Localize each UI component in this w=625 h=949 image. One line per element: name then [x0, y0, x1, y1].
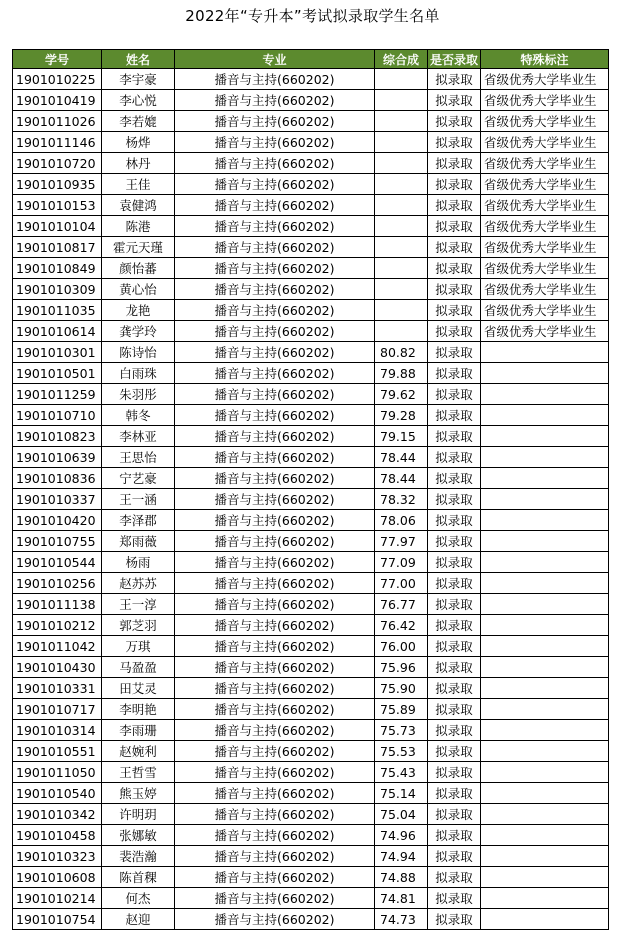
table-row: [13, 258, 609, 279]
table-row: [13, 867, 609, 888]
cell-name: 韩冬: [102, 405, 175, 426]
table-row: [13, 657, 609, 678]
cell-note: [481, 468, 609, 489]
cell-score: 77.97: [375, 531, 428, 552]
cell-student-id: 1901010717: [13, 699, 102, 720]
cell-name: 宁艺豪: [102, 468, 175, 489]
cell-note: 省级优秀大学毕业生: [481, 69, 609, 90]
cell-note: 省级优秀大学毕业生: [481, 195, 609, 216]
cell-admitted: 拟录取: [428, 888, 481, 909]
cell-admitted: 拟录取: [428, 111, 481, 132]
cell-note: [481, 783, 609, 804]
cell-student-id: 1901010430: [13, 657, 102, 678]
table-row: [13, 132, 609, 153]
cell-admitted: 拟录取: [428, 825, 481, 846]
cell-major: 播音与主持(660202): [175, 384, 375, 405]
cell-score: [375, 216, 428, 237]
table-row: [13, 300, 609, 321]
cell-score: 80.82: [375, 342, 428, 363]
cell-name: 马盈盈: [102, 657, 175, 678]
cell-student-id: 1901010935: [13, 174, 102, 195]
table-row: [13, 489, 609, 510]
cell-name: 李明艳: [102, 699, 175, 720]
cell-admitted: 拟录取: [428, 489, 481, 510]
cell-note: [481, 510, 609, 531]
table-row: [13, 594, 609, 615]
table-header-row: [13, 50, 609, 69]
cell-major: 播音与主持(660202): [175, 195, 375, 216]
cell-note: 省级优秀大学毕业生: [481, 258, 609, 279]
cell-score: [375, 174, 428, 195]
cell-student-id: 1901010309: [13, 279, 102, 300]
cell-name: 朱羽彤: [102, 384, 175, 405]
cell-student-id: 1901011042: [13, 636, 102, 657]
table-row: [13, 405, 609, 426]
cell-score: 79.62: [375, 384, 428, 405]
cell-score: [375, 90, 428, 111]
cell-admitted: 拟录取: [428, 573, 481, 594]
cell-note: [481, 384, 609, 405]
cell-name: 李若媲: [102, 111, 175, 132]
cell-admitted: 拟录取: [428, 804, 481, 825]
cell-name: 王一涵: [102, 489, 175, 510]
cell-major: 播音与主持(660202): [175, 867, 375, 888]
cell-name: 黄心怡: [102, 279, 175, 300]
cell-student-id: 1901010720: [13, 153, 102, 174]
cell-major: 播音与主持(660202): [175, 909, 375, 930]
table-row: [13, 342, 609, 363]
header-admitted: 是否录取: [428, 50, 481, 69]
cell-admitted: 拟录取: [428, 342, 481, 363]
cell-score: 77.09: [375, 552, 428, 573]
cell-admitted: 拟录取: [428, 384, 481, 405]
cell-major: 播音与主持(660202): [175, 888, 375, 909]
cell-admitted: 拟录取: [428, 321, 481, 342]
cell-student-id: 1901011026: [13, 111, 102, 132]
table-row: [13, 531, 609, 552]
cell-student-id: 1901010214: [13, 888, 102, 909]
cell-name: 陈诗怡: [102, 342, 175, 363]
cell-score: [375, 132, 428, 153]
cell-major: 播音与主持(660202): [175, 132, 375, 153]
cell-score: 78.44: [375, 447, 428, 468]
cell-major: 播音与主持(660202): [175, 321, 375, 342]
table-row: [13, 888, 609, 909]
table-row: [13, 321, 609, 342]
cell-major: 播音与主持(660202): [175, 573, 375, 594]
cell-admitted: 拟录取: [428, 447, 481, 468]
cell-note: 省级优秀大学毕业生: [481, 300, 609, 321]
cell-score: 77.00: [375, 573, 428, 594]
cell-note: [481, 636, 609, 657]
cell-score: 78.06: [375, 510, 428, 531]
cell-student-id: 1901010256: [13, 573, 102, 594]
cell-name: 熊玉婷: [102, 783, 175, 804]
cell-major: 播音与主持(660202): [175, 552, 375, 573]
cell-score: 74.73: [375, 909, 428, 930]
cell-name: 林丹: [102, 153, 175, 174]
header-major: 专业: [175, 50, 375, 69]
cell-major: 播音与主持(660202): [175, 363, 375, 384]
cell-admitted: 拟录取: [428, 300, 481, 321]
cell-score: [375, 321, 428, 342]
cell-note: 省级优秀大学毕业生: [481, 132, 609, 153]
cell-note: 省级优秀大学毕业生: [481, 174, 609, 195]
cell-admitted: 拟录取: [428, 531, 481, 552]
cell-student-id: 1901010314: [13, 720, 102, 741]
cell-major: 播音与主持(660202): [175, 846, 375, 867]
cell-admitted: 拟录取: [428, 552, 481, 573]
cell-name: 赵婉利: [102, 741, 175, 762]
table-row: [13, 636, 609, 657]
cell-student-id: 1901010754: [13, 909, 102, 930]
cell-major: 播音与主持(660202): [175, 657, 375, 678]
cell-note: 省级优秀大学毕业生: [481, 279, 609, 300]
cell-student-id: 1901010419: [13, 90, 102, 111]
table-row: [13, 615, 609, 636]
cell-admitted: 拟录取: [428, 132, 481, 153]
cell-note: [481, 573, 609, 594]
cell-score: [375, 111, 428, 132]
table-row: [13, 90, 609, 111]
table-row: [13, 174, 609, 195]
cell-note: [481, 531, 609, 552]
cell-major: 播音与主持(660202): [175, 636, 375, 657]
cell-student-id: 1901010501: [13, 363, 102, 384]
cell-major: 播音与主持(660202): [175, 615, 375, 636]
table-row: [13, 153, 609, 174]
cell-student-id: 1901010225: [13, 69, 102, 90]
cell-major: 播音与主持(660202): [175, 279, 375, 300]
cell-name: 赵苏苏: [102, 573, 175, 594]
cell-student-id: 1901010608: [13, 867, 102, 888]
cell-admitted: 拟录取: [428, 783, 481, 804]
table-row: [13, 111, 609, 132]
cell-student-id: 1901010337: [13, 489, 102, 510]
table-row: [13, 783, 609, 804]
cell-note: 省级优秀大学毕业生: [481, 216, 609, 237]
cell-score: [375, 300, 428, 321]
cell-admitted: 拟录取: [428, 636, 481, 657]
header-name: 姓名: [102, 50, 175, 69]
cell-note: [481, 552, 609, 573]
cell-score: 75.96: [375, 657, 428, 678]
cell-major: 播音与主持(660202): [175, 762, 375, 783]
table-row: [13, 825, 609, 846]
cell-major: 播音与主持(660202): [175, 741, 375, 762]
cell-major: 播音与主持(660202): [175, 678, 375, 699]
cell-name: 李林亚: [102, 426, 175, 447]
table-body: [13, 69, 609, 930]
cell-student-id: 1901011050: [13, 762, 102, 783]
cell-score: 79.28: [375, 405, 428, 426]
cell-note: [481, 762, 609, 783]
table-row: [13, 237, 609, 258]
cell-score: [375, 237, 428, 258]
cell-note: [481, 657, 609, 678]
table-row: [13, 678, 609, 699]
cell-note: [481, 489, 609, 510]
cell-admitted: 拟录取: [428, 699, 481, 720]
cell-note: [481, 825, 609, 846]
cell-admitted: 拟录取: [428, 741, 481, 762]
cell-student-id: 1901011259: [13, 384, 102, 405]
table-row: [13, 69, 609, 90]
cell-score: 75.73: [375, 720, 428, 741]
cell-major: 播音与主持(660202): [175, 720, 375, 741]
cell-note: [481, 699, 609, 720]
header-note: 特殊标注: [481, 50, 609, 69]
cell-score: 76.42: [375, 615, 428, 636]
table-row: [13, 699, 609, 720]
header-score: 综合成: [375, 50, 428, 69]
cell-note: [481, 678, 609, 699]
cell-admitted: 拟录取: [428, 762, 481, 783]
table-row: [13, 447, 609, 468]
cell-major: 播音与主持(660202): [175, 804, 375, 825]
table-row: [13, 279, 609, 300]
cell-admitted: 拟录取: [428, 363, 481, 384]
cell-note: [481, 615, 609, 636]
cell-admitted: 拟录取: [428, 69, 481, 90]
cell-name: 李泽郡: [102, 510, 175, 531]
cell-score: [375, 279, 428, 300]
cell-student-id: 1901010755: [13, 531, 102, 552]
cell-student-id: 1901010420: [13, 510, 102, 531]
table-row: [13, 909, 609, 930]
cell-name: 李宇豪: [102, 69, 175, 90]
cell-admitted: 拟录取: [428, 867, 481, 888]
cell-score: [375, 258, 428, 279]
cell-note: 省级优秀大学毕业生: [481, 153, 609, 174]
table-row: [13, 510, 609, 531]
cell-major: 播音与主持(660202): [175, 468, 375, 489]
table-row: [13, 216, 609, 237]
cell-name: 王一淳: [102, 594, 175, 615]
cell-major: 播音与主持(660202): [175, 174, 375, 195]
cell-note: [481, 846, 609, 867]
cell-note: 省级优秀大学毕业生: [481, 90, 609, 111]
cell-major: 播音与主持(660202): [175, 405, 375, 426]
cell-score: 75.43: [375, 762, 428, 783]
cell-score: 79.15: [375, 426, 428, 447]
cell-name: 张娜敏: [102, 825, 175, 846]
cell-note: 省级优秀大学毕业生: [481, 237, 609, 258]
cell-score: 74.96: [375, 825, 428, 846]
cell-name: 李心悦: [102, 90, 175, 111]
cell-admitted: 拟录取: [428, 720, 481, 741]
admission-table: [12, 49, 609, 930]
cell-note: [481, 426, 609, 447]
cell-student-id: 1901011035: [13, 300, 102, 321]
cell-major: 播音与主持(660202): [175, 426, 375, 447]
cell-admitted: 拟录取: [428, 615, 481, 636]
cell-student-id: 1901010849: [13, 258, 102, 279]
cell-score: [375, 195, 428, 216]
table-row: [13, 804, 609, 825]
cell-major: 播音与主持(660202): [175, 510, 375, 531]
cell-student-id: 1901011138: [13, 594, 102, 615]
cell-note: [481, 405, 609, 426]
cell-admitted: 拟录取: [428, 510, 481, 531]
cell-score: 75.90: [375, 678, 428, 699]
header-student-id: 学号: [13, 50, 102, 69]
cell-name: 霍元天瑾: [102, 237, 175, 258]
cell-score: 75.89: [375, 699, 428, 720]
cell-score: [375, 69, 428, 90]
cell-note: [481, 888, 609, 909]
cell-note: [481, 363, 609, 384]
cell-major: 播音与主持(660202): [175, 69, 375, 90]
cell-name: 王思怡: [102, 447, 175, 468]
cell-name: 陈首稞: [102, 867, 175, 888]
cell-admitted: 拟录取: [428, 678, 481, 699]
cell-name: 许明玥: [102, 804, 175, 825]
table-row: [13, 195, 609, 216]
cell-admitted: 拟录取: [428, 279, 481, 300]
cell-major: 播音与主持(660202): [175, 825, 375, 846]
table-row: [13, 426, 609, 447]
cell-score: 76.77: [375, 594, 428, 615]
cell-name: 陈港: [102, 216, 175, 237]
cell-score: 74.94: [375, 846, 428, 867]
cell-admitted: 拟录取: [428, 405, 481, 426]
table-row: [13, 468, 609, 489]
cell-note: 省级优秀大学毕业生: [481, 321, 609, 342]
cell-student-id: 1901010153: [13, 195, 102, 216]
cell-student-id: 1901010836: [13, 468, 102, 489]
cell-student-id: 1901010342: [13, 804, 102, 825]
cell-note: [481, 594, 609, 615]
cell-student-id: 1901010104: [13, 216, 102, 237]
cell-score: 74.88: [375, 867, 428, 888]
cell-name: 郭芝羽: [102, 615, 175, 636]
cell-note: [481, 867, 609, 888]
cell-name: 龙艳: [102, 300, 175, 321]
cell-student-id: 1901010817: [13, 237, 102, 258]
table-row: [13, 720, 609, 741]
cell-name: 龚学玲: [102, 321, 175, 342]
cell-student-id: 1901010323: [13, 846, 102, 867]
cell-student-id: 1901010639: [13, 447, 102, 468]
cell-score: 79.88: [375, 363, 428, 384]
cell-student-id: 1901010710: [13, 405, 102, 426]
cell-student-id: 1901010551: [13, 741, 102, 762]
cell-score: 75.14: [375, 783, 428, 804]
cell-note: [481, 342, 609, 363]
cell-major: 播音与主持(660202): [175, 90, 375, 111]
cell-admitted: 拟录取: [428, 174, 481, 195]
cell-admitted: 拟录取: [428, 594, 481, 615]
cell-admitted: 拟录取: [428, 657, 481, 678]
cell-major: 播音与主持(660202): [175, 237, 375, 258]
cell-admitted: 拟录取: [428, 216, 481, 237]
cell-major: 播音与主持(660202): [175, 258, 375, 279]
table-row: [13, 363, 609, 384]
cell-score: 75.53: [375, 741, 428, 762]
cell-note: [481, 720, 609, 741]
cell-admitted: 拟录取: [428, 237, 481, 258]
cell-name: 王哲雪: [102, 762, 175, 783]
cell-major: 播音与主持(660202): [175, 111, 375, 132]
cell-note: [481, 804, 609, 825]
cell-name: 白雨珠: [102, 363, 175, 384]
cell-student-id: 1901010458: [13, 825, 102, 846]
cell-student-id: 1901010331: [13, 678, 102, 699]
cell-admitted: 拟录取: [428, 258, 481, 279]
cell-student-id: 1901010212: [13, 615, 102, 636]
cell-major: 播音与主持(660202): [175, 489, 375, 510]
cell-major: 播音与主持(660202): [175, 216, 375, 237]
cell-name: 何杰: [102, 888, 175, 909]
cell-note: [481, 447, 609, 468]
cell-student-id: 1901010301: [13, 342, 102, 363]
cell-note: 省级优秀大学毕业生: [481, 111, 609, 132]
cell-name: 王佳: [102, 174, 175, 195]
cell-student-id: 1901011146: [13, 132, 102, 153]
cell-student-id: 1901010544: [13, 552, 102, 573]
cell-admitted: 拟录取: [428, 426, 481, 447]
cell-note: [481, 741, 609, 762]
cell-admitted: 拟录取: [428, 909, 481, 930]
table-row: [13, 762, 609, 783]
table-row: [13, 573, 609, 594]
table-row: [13, 846, 609, 867]
cell-admitted: 拟录取: [428, 153, 481, 174]
table-row: [13, 384, 609, 405]
cell-major: 播音与主持(660202): [175, 153, 375, 174]
cell-major: 播音与主持(660202): [175, 594, 375, 615]
cell-score: 78.32: [375, 489, 428, 510]
cell-student-id: 1901010823: [13, 426, 102, 447]
cell-note: [481, 909, 609, 930]
cell-name: 杨雨: [102, 552, 175, 573]
cell-admitted: 拟录取: [428, 846, 481, 867]
cell-name: 颜怡蕃: [102, 258, 175, 279]
cell-name: 杨烨: [102, 132, 175, 153]
cell-student-id: 1901010540: [13, 783, 102, 804]
cell-score: 78.44: [375, 468, 428, 489]
cell-score: 74.81: [375, 888, 428, 909]
cell-score: 75.04: [375, 804, 428, 825]
cell-name: 袁健鸿: [102, 195, 175, 216]
cell-name: 李雨珊: [102, 720, 175, 741]
cell-name: 万琪: [102, 636, 175, 657]
cell-admitted: 拟录取: [428, 468, 481, 489]
cell-major: 播音与主持(660202): [175, 531, 375, 552]
cell-major: 播音与主持(660202): [175, 342, 375, 363]
table-row: [13, 552, 609, 573]
cell-major: 播音与主持(660202): [175, 699, 375, 720]
cell-student-id: 1901010614: [13, 321, 102, 342]
cell-name: 裴浩瀚: [102, 846, 175, 867]
cell-score: [375, 153, 428, 174]
cell-major: 播音与主持(660202): [175, 447, 375, 468]
page-title: 2022年“专升本”考试拟录取学生名单: [185, 7, 440, 25]
cell-admitted: 拟录取: [428, 90, 481, 111]
cell-name: 田艾灵: [102, 678, 175, 699]
cell-name: 赵迎: [102, 909, 175, 930]
cell-major: 播音与主持(660202): [175, 783, 375, 804]
cell-name: 郑雨薇: [102, 531, 175, 552]
table-row: [13, 741, 609, 762]
cell-score: 76.00: [375, 636, 428, 657]
cell-admitted: 拟录取: [428, 195, 481, 216]
cell-major: 播音与主持(660202): [175, 300, 375, 321]
